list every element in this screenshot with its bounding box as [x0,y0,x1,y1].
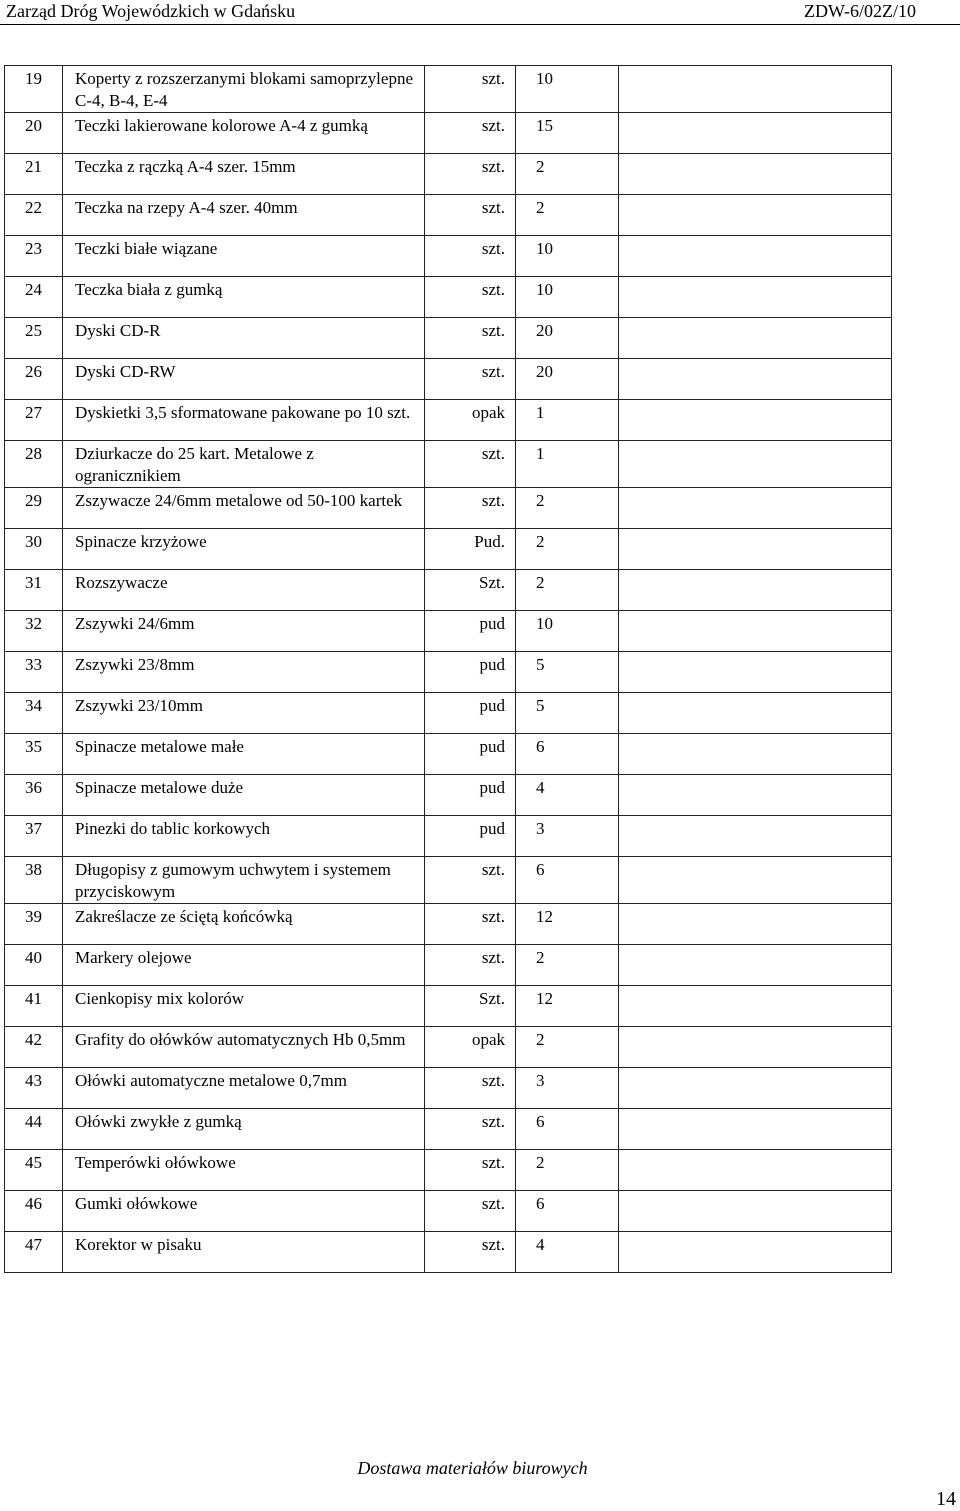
item-name [63,154,425,195]
item-unit [425,66,516,113]
table-row [5,195,892,236]
row-number-text: 21 [25,157,42,176]
item-quantity [516,195,619,236]
empty-cell [619,611,892,652]
item-unit [425,652,516,693]
item-quantity [516,1109,619,1150]
item-name [63,816,425,857]
row-number-text: 45 [25,1153,42,1172]
item-unit-text: szt. [481,362,505,381]
item-quantity-text: 3 [536,1071,545,1090]
item-name-text: Teczka biała z gumką [75,280,223,299]
table-row [5,359,892,400]
table-row [5,277,892,318]
header-document-code: ZDW-6/02Z/10 [804,1,916,21]
item-name-text: Korektor w pisaku [75,1235,202,1254]
item-name-text: Długopisy z gumowym uchwytem i systemem przyciskowym [75,860,391,901]
row-number-text: 19 [25,69,42,88]
item-quantity [516,66,619,113]
item-unit [425,236,516,277]
item-quantity [516,904,619,945]
item-name-text: Ołówki automatyczne metalowe 0,7mm [75,1071,347,1090]
row-number-text: 30 [25,532,42,551]
row-number-text: 28 [25,444,42,463]
row-number [5,113,63,154]
item-unit [425,1150,516,1191]
table-row [5,816,892,857]
item-name-text: Zakreślacze ze ściętą końcówką [75,907,293,926]
item-unit [425,359,516,400]
item-quantity-text: 2 [536,491,545,510]
row-number [5,652,63,693]
item-name [63,400,425,441]
empty-cell [619,154,892,195]
item-unit [425,611,516,652]
row-number [5,1027,63,1068]
item-quantity-text: 20 [536,362,553,381]
item-name [63,195,425,236]
table-row [5,611,892,652]
item-unit-text: pud [479,696,505,715]
table-row [5,236,892,277]
row-number [5,734,63,775]
table-row [5,734,892,775]
item-name [63,529,425,570]
row-number [5,529,63,570]
table-row [5,693,892,734]
item-unit [425,400,516,441]
row-number-text: 44 [25,1112,42,1131]
page-number: 14 [936,1488,956,1510]
row-number-text: 34 [25,696,42,715]
empty-cell [619,488,892,529]
item-name-text: Teczka na rzepy A-4 szer. 40mm [75,198,298,217]
item-quantity [516,277,619,318]
empty-cell [619,359,892,400]
table-row [5,488,892,529]
table-row [5,570,892,611]
row-number [5,1109,63,1150]
item-name-text: Ołówki zwykłe z gumką [75,1112,242,1131]
row-number-text: 22 [25,198,42,217]
item-quantity [516,986,619,1027]
item-name [63,652,425,693]
item-unit-text: Szt. [479,989,505,1008]
item-name [63,945,425,986]
item-quantity-text: 2 [536,573,545,592]
item-quantity [516,1232,619,1273]
empty-cell [619,1109,892,1150]
item-name [63,236,425,277]
item-quantity [516,529,619,570]
item-unit-text: Szt. [479,573,505,592]
item-unit [425,857,516,904]
row-number-text: 24 [25,280,42,299]
row-number-text: 26 [25,362,42,381]
item-quantity-text: 6 [536,1194,545,1213]
item-name-text: Dziurkacze do 25 kart. Metalowe z ogranicznikiem [75,444,314,485]
row-number-text: 32 [25,614,42,633]
row-number [5,318,63,359]
empty-cell [619,1027,892,1068]
empty-cell [619,195,892,236]
item-unit [425,1068,516,1109]
item-name-text: Zszywki 24/6mm [75,614,195,633]
row-number-text: 20 [25,116,42,135]
empty-cell [619,570,892,611]
empty-cell [619,441,892,488]
item-name-text: Zszywki 23/10mm [75,696,203,715]
empty-cell [619,693,892,734]
item-name [63,857,425,904]
items-table-body [5,66,892,1273]
row-number [5,400,63,441]
item-name-text: Dyski CD-R [75,321,161,340]
item-quantity [516,652,619,693]
item-quantity [516,400,619,441]
item-unit-text: szt. [481,1153,505,1172]
row-number-text: 25 [25,321,42,340]
item-name-text: Pinezki do tablic korkowych [75,819,270,838]
row-number [5,154,63,195]
item-quantity [516,775,619,816]
item-name-text: Teczki lakierowane kolorowe A-4 z gumką [75,116,368,135]
row-number-text: 36 [25,778,42,797]
row-number [5,693,63,734]
row-number [5,1150,63,1191]
item-quantity [516,611,619,652]
table-row [5,1109,892,1150]
row-number [5,570,63,611]
item-unit-text: szt. [481,69,505,88]
item-unit-text: szt. [481,157,505,176]
item-quantity-text: 5 [536,696,545,715]
row-number-text: 47 [25,1235,42,1254]
item-name-text: Koperty z rozszerzanymi blokami samoprzylepne C-4, B-4, E-4 [75,69,413,110]
item-unit [425,775,516,816]
empty-cell [619,816,892,857]
item-unit-text: szt. [481,860,505,879]
row-number [5,857,63,904]
empty-cell [619,1150,892,1191]
items-table-container [4,65,892,1273]
item-unit-text: szt. [481,1071,505,1090]
item-name-text: Rozszywacze [75,573,168,592]
header-organization: Zarząd Dróg Wojewódzkich w Gdańsku [6,1,296,21]
item-name [63,1150,425,1191]
empty-cell [619,318,892,359]
item-unit [425,945,516,986]
item-quantity-text: 1 [536,444,545,463]
item-unit-text: szt. [481,321,505,340]
item-quantity-text: 6 [536,1112,545,1131]
item-quantity-text: 2 [536,198,545,217]
item-quantity [516,1191,619,1232]
item-unit-text: pud [479,819,505,838]
item-quantity [516,488,619,529]
row-number [5,66,63,113]
item-quantity-text: 2 [536,1030,545,1049]
row-number-text: 27 [25,403,42,422]
item-name [63,904,425,945]
row-number-text: 35 [25,737,42,756]
item-quantity-text: 4 [536,1235,545,1254]
table-row [5,986,892,1027]
row-number-text: 39 [25,907,42,926]
empty-cell [619,1232,892,1273]
row-number [5,195,63,236]
item-quantity [516,693,619,734]
item-name-text: Dyski CD-RW [75,362,176,381]
item-quantity [516,113,619,154]
row-number-text: 40 [25,948,42,967]
item-unit [425,570,516,611]
row-number [5,359,63,400]
item-quantity [516,945,619,986]
item-name-text: Spinacze metalowe duże [75,778,244,797]
item-unit-text: szt. [481,280,505,299]
item-unit-text: szt. [481,948,505,967]
item-name-text: Teczki białe wiązane [75,239,218,258]
item-name [63,1232,425,1273]
item-quantity [516,1068,619,1109]
empty-cell [619,652,892,693]
item-quantity [516,1027,619,1068]
empty-cell [619,277,892,318]
row-number-text: 37 [25,819,42,838]
item-name [63,1027,425,1068]
table-row [5,1191,892,1232]
empty-cell [619,400,892,441]
row-number-text: 23 [25,239,42,258]
item-unit-text: szt. [481,116,505,135]
item-quantity [516,857,619,904]
item-name [63,986,425,1027]
item-name [63,441,425,488]
row-number-text: 41 [25,989,42,1008]
item-quantity [516,734,619,775]
table-row [5,904,892,945]
item-quantity-text: 5 [536,655,545,674]
empty-cell [619,236,892,277]
item-name-text: Dyskietki 3,5 sformatowane pakowane po 10 szt. [75,403,411,422]
item-unit [425,318,516,359]
items-table [4,65,892,1273]
item-unit-text: szt. [481,239,505,258]
item-quantity-text: 4 [536,778,545,797]
row-number-text: 46 [25,1194,42,1213]
table-row [5,1232,892,1273]
empty-cell [619,734,892,775]
item-name [63,775,425,816]
item-name [63,359,425,400]
row-number-text: 38 [25,860,42,879]
item-quantity-text: 10 [536,69,553,88]
row-number [5,1232,63,1273]
item-unit-text: pud [479,737,505,756]
item-quantity-text: 20 [536,321,553,340]
item-quantity-text: 6 [536,737,545,756]
item-name-text: Markery olejowe [75,948,192,967]
item-name [63,66,425,113]
table-row [5,529,892,570]
item-unit-text: szt. [481,907,505,926]
item-unit [425,529,516,570]
empty-cell [619,775,892,816]
item-unit-text: szt. [481,491,505,510]
empty-cell [619,986,892,1027]
item-unit [425,277,516,318]
item-quantity [516,441,619,488]
item-quantity [516,359,619,400]
page-header [0,0,960,25]
item-name-text: Gumki ołówkowe [75,1194,198,1213]
table-row [5,66,892,113]
item-name [63,318,425,359]
item-unit [425,1232,516,1273]
row-number-text: 29 [25,491,42,510]
item-name [63,277,425,318]
item-unit [425,154,516,195]
item-unit-text: szt. [481,198,505,217]
item-quantity [516,1150,619,1191]
item-unit [425,441,516,488]
item-quantity-text: 2 [536,157,545,176]
item-unit-text: pud [479,655,505,674]
item-quantity-text: 6 [536,860,545,879]
item-name-text: Zszywacze 24/6mm metalowe od 50-100 kartek [75,491,403,510]
item-unit [425,816,516,857]
item-name [63,1109,425,1150]
empty-cell [619,529,892,570]
item-unit [425,693,516,734]
item-unit-text: szt. [481,1112,505,1131]
item-quantity-text: 2 [536,532,545,551]
row-number-text: 42 [25,1030,42,1049]
item-unit [425,195,516,236]
empty-cell [619,1068,892,1109]
row-number-text: 33 [25,655,42,674]
empty-cell [619,945,892,986]
table-row [5,400,892,441]
table-row [5,775,892,816]
row-number [5,277,63,318]
table-row [5,154,892,195]
item-unit [425,1027,516,1068]
item-unit-text: szt. [481,1235,505,1254]
item-unit-text: pud [479,614,505,633]
item-unit-text: opak [471,1030,505,1049]
empty-cell [619,1191,892,1232]
item-quantity-text: 12 [536,989,553,1008]
item-unit [425,488,516,529]
row-number [5,904,63,945]
table-row [5,318,892,359]
empty-cell [619,113,892,154]
item-unit [425,1191,516,1232]
item-quantity-text: 10 [536,280,553,299]
item-unit [425,113,516,154]
row-number [5,816,63,857]
row-number-text: 31 [25,573,42,592]
table-row [5,1068,892,1109]
item-quantity-text: 15 [536,116,553,135]
item-unit [425,986,516,1027]
item-name [63,693,425,734]
item-name-text: Cienkopisy mix kolorów [75,989,245,1008]
item-unit-text: opak [471,403,505,422]
row-number-text: 43 [25,1071,42,1090]
item-name [63,570,425,611]
item-name-text: Spinacze metalowe małe [75,737,244,756]
item-quantity [516,318,619,359]
empty-cell [619,857,892,904]
table-row [5,441,892,488]
item-quantity [516,816,619,857]
row-number [5,1068,63,1109]
item-name [63,488,425,529]
row-number [5,986,63,1027]
item-unit [425,1109,516,1150]
item-name-text: Zszywki 23/8mm [75,655,195,674]
item-name-text: Grafity do ołówków automatycznych Hb 0,5mm [75,1030,406,1049]
footer-title: Dostawa materiałów biurowych [357,1458,588,1478]
item-quantity-text: 1 [536,403,545,422]
item-quantity-text: 12 [536,907,553,926]
item-quantity [516,236,619,277]
item-name-text: Spinacze krzyżowe [75,532,207,551]
row-number [5,236,63,277]
empty-cell [619,66,892,113]
table-row [5,1027,892,1068]
item-unit-text: pud [479,778,505,797]
row-number [5,441,63,488]
item-quantity [516,154,619,195]
table-row [5,652,892,693]
item-name-text: Temperówki ołówkowe [75,1153,236,1172]
item-unit-text: Pud. [474,532,505,551]
item-quantity-text: 10 [536,239,553,258]
item-quantity [516,570,619,611]
row-number [5,775,63,816]
item-name [63,734,425,775]
item-quantity-text: 2 [536,948,545,967]
table-row [5,113,892,154]
item-name [63,1191,425,1232]
item-unit [425,734,516,775]
row-number [5,488,63,529]
item-name [63,611,425,652]
item-name [63,113,425,154]
row-number [5,611,63,652]
row-number [5,945,63,986]
row-number [5,1191,63,1232]
item-quantity-text: 3 [536,819,545,838]
item-name-text: Teczka z rączką A-4 szer. 15mm [75,157,296,176]
item-quantity-text: 10 [536,614,553,633]
empty-cell [619,904,892,945]
table-row [5,857,892,904]
item-unit [425,904,516,945]
item-name [63,1068,425,1109]
item-unit-text: szt. [481,444,505,463]
table-row [5,945,892,986]
table-row [5,1150,892,1191]
item-unit-text: szt. [481,1194,505,1213]
item-quantity-text: 2 [536,1153,545,1172]
